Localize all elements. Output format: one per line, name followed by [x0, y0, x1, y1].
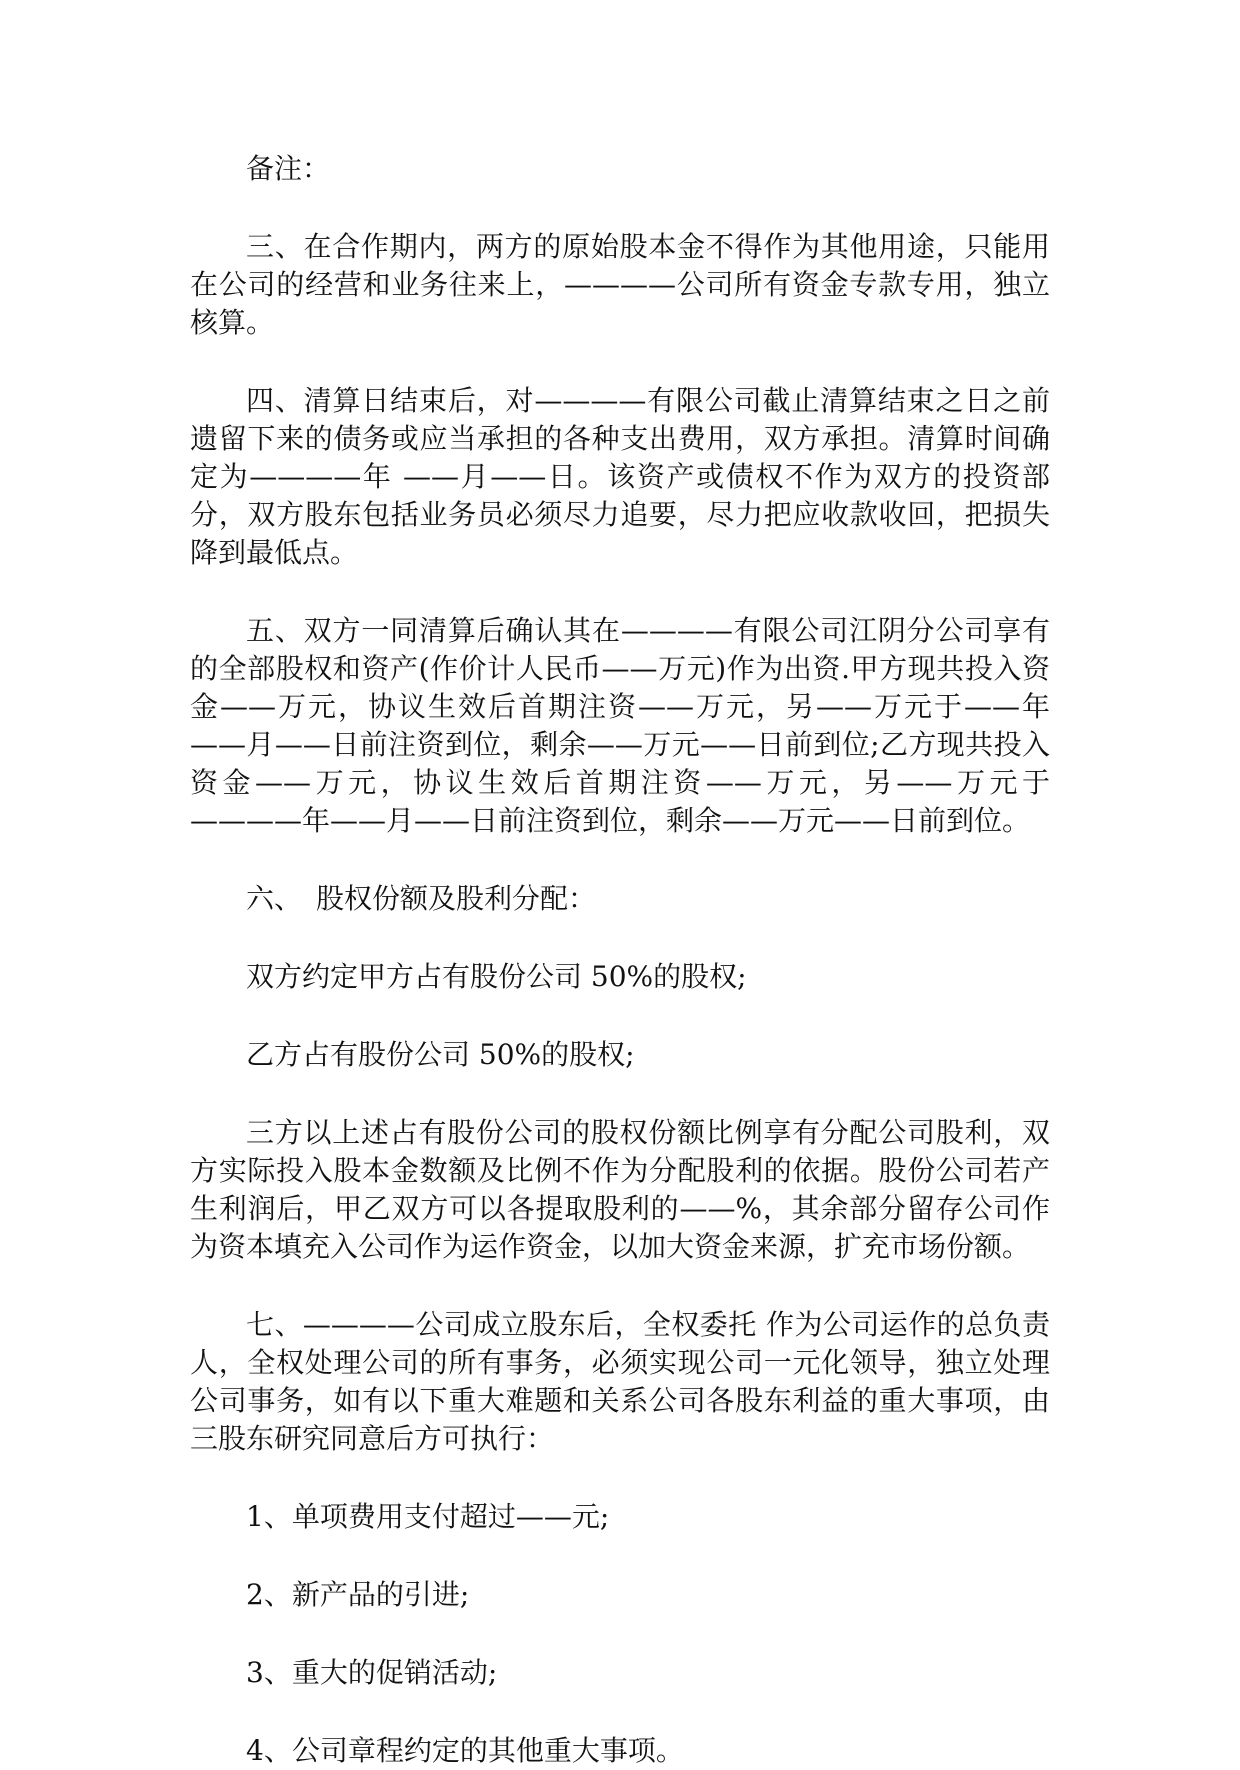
note-heading: 备注： [246, 152, 331, 185]
document-page [190, 150, 1050, 1770]
clause-5: 五、双方一同清算后确认其在————有限公司江阴分公司享有的全部股权和资产(作价计人民币——万元)作为出资.甲方现共投入资金——万元，协议生效后首期注资——万元，另——万元于——年——月——日前注资到位，剩余——万元——日前到位;乙方现共投入资金——万元，协议生效后首期注资——万元，另——万元于————年——月——日前注资到位，剩余——万元——日前到位。 [190, 614, 1050, 837]
item-2: 2、新产品的引进; [246, 1578, 470, 1611]
clause-4: 四、清算日结束后，对————有限公司截止清算结束之日之前遗留下来的债务或应当承担的各种支出费用，双方承担。清算时间确定为————年 ——月——日。该资产或债权不作为双方的投资部分，双方股东包括业务员必须尽力追要，尽力把应收款收回，把损失降到最低点。 [190, 384, 1050, 569]
item-1: 1、单项费用支付超过——元; [246, 1500, 610, 1533]
clause-3: 三、在合作期内，两方的原始股本金不得作为其他用途，只能用在公司的经营和业务往来上，————公司所有资金专款专用，独立核算。 [190, 230, 1050, 339]
party-b-share: 乙方占有股份公司 50%的股权; [246, 1038, 635, 1071]
clause-6-heading: 六、 股权份额及股利分配： [246, 882, 597, 915]
party-a-share: 双方约定甲方占有股份公司 50%的股权; [246, 960, 747, 993]
dividend-clause: 三方以上述占有股份公司的股权份额比例享有分配公司股利，双方实际投入股本金数额及比例不作为分配股利的依据。股份公司若产生利润后，甲乙双方可以各提取股利的——%，其余部分留存公司作为资本填充入公司作为运作资金，以加大资金来源，扩充市场份额。 [190, 1116, 1050, 1263]
clause-7: 七、————公司成立股东后，全权委托 作为公司运作的总负责人，全权处理公司的所有事务，必须实现公司一元化领导，独立处理公司事务，如有以下重大难题和关系公司各股东利益的重大事项，由三股东研究同意后方可执行： [190, 1308, 1050, 1455]
item-3: 3、重大的促销活动; [246, 1656, 498, 1689]
item-4: 4、公司章程约定的其他重大事项。 [246, 1734, 684, 1767]
